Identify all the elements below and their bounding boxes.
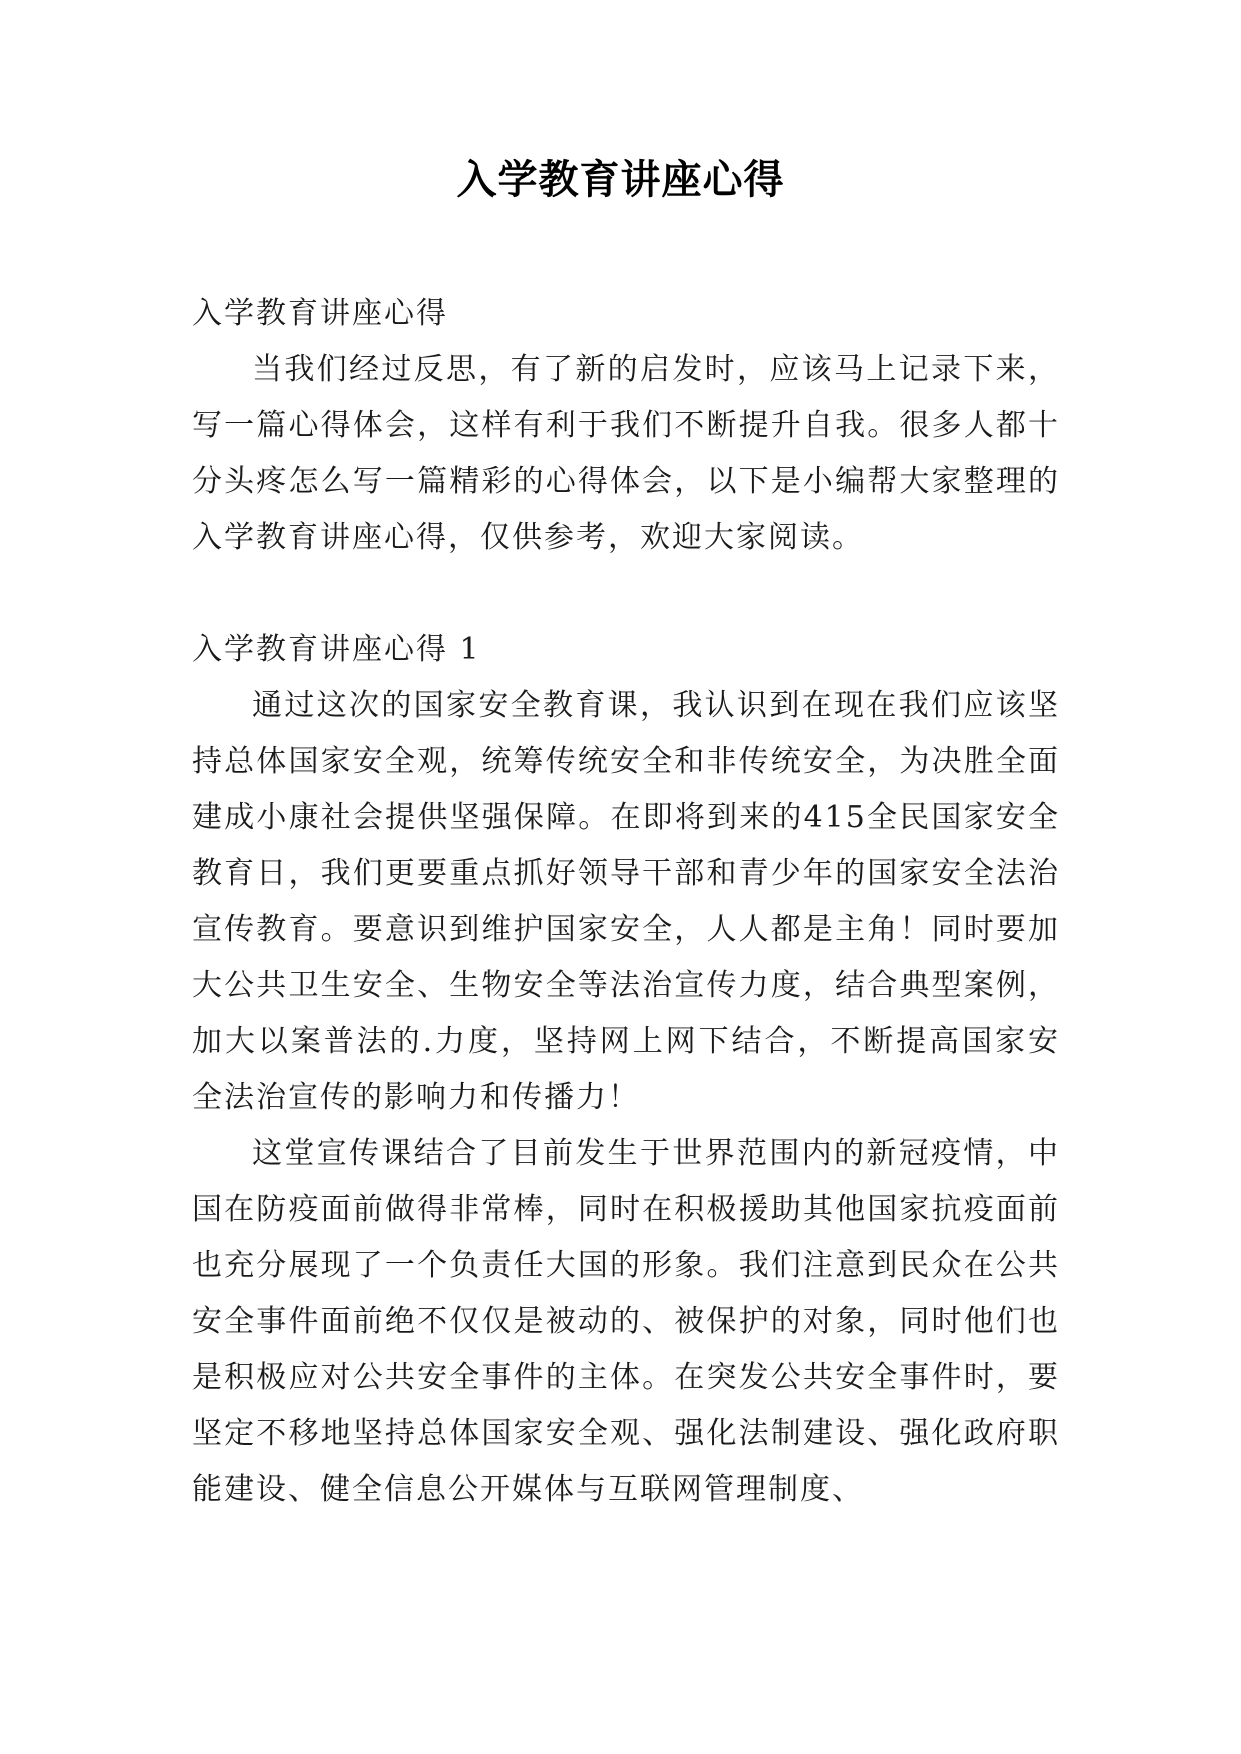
section-spacer: [192, 566, 1060, 622]
section-paragraph: 通过这次的国家安全教育课，我认识到在现在我们应该坚持总体国家安全观，统筹传统安全和非传统安全，为决胜全面建成小康社会提供坚强保障。在即将到来的415全民国家安全教育日，我们更要重点抓好领导干部和青少年的国家安全法治宣传教育。要意识到维护国家安全，人人都是主角！同时要加大公共卫生安全、生物安全等法治宣传力度，结合典型案例，加大以案普法的.力度，坚持网上网下结合，不断提高国家安全法治宣传的影响力和传播力！: [192, 688, 1060, 1115]
document-subtitle: 入学教育讲座心得: [192, 296, 448, 331]
section-heading: 入学教育讲座心得 1: [192, 632, 481, 667]
intro-paragraph: 当我们经过反思，有了新的启发时，应该马上记录下来，写一篇心得体会，这样有利于我们不断提升自我。很多人都十分头疼怎么写一篇精彩的心得体会，以下是小编帮大家整理的入学教育讲座心得，仅供参考，欢迎大家阅读。: [192, 352, 1060, 555]
document-title: 入学教育讲座心得: [456, 157, 785, 203]
section-paragraph: 这堂宣传课结合了目前发生于世界范围内的新冠疫情，中国在防疫面前做得非常棒，同时在积极援助其他国家抗疫面前也充分展现了一个负责任大国的形象。我们注意到民众在公共安全事件面前绝不仅仅是被动的、被保护的对象，同时他们也是积极应对公共安全事件的主体。在突发公共安全事件时，要坚定不移地坚持总体国家安全观、强化法制建设、强化政府职能建设、健全信息公开媒体与互联网管理制度、: [192, 1136, 1060, 1507]
document-body: [192, 286, 1060, 1518]
